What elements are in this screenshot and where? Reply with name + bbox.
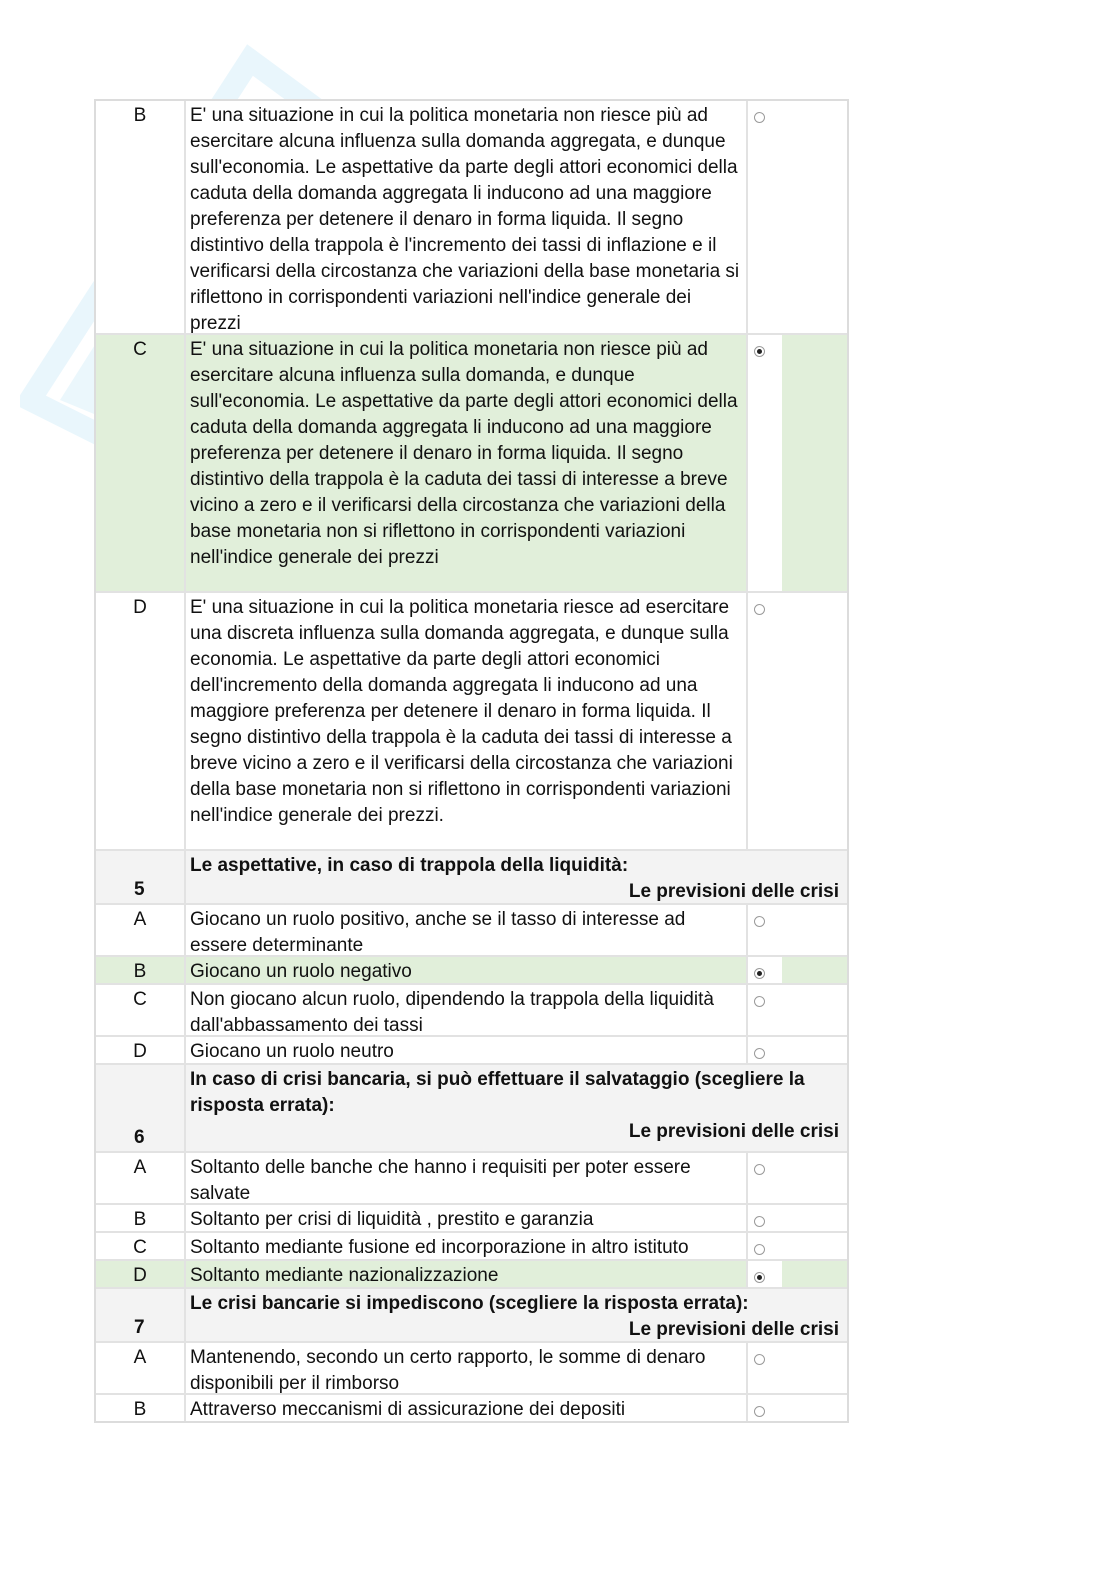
option-row xyxy=(96,591,847,849)
option-radio[interactable] xyxy=(754,916,765,927)
question-number: 6 xyxy=(134,1127,145,1148)
option-radio[interactable] xyxy=(754,1048,765,1059)
option-row xyxy=(96,1393,847,1421)
option-row-selected xyxy=(96,955,847,983)
question-header xyxy=(96,1287,847,1341)
option-row xyxy=(96,1151,847,1203)
option-row-selected xyxy=(96,333,847,591)
option-text: Soltanto mediante nazionalizzazione xyxy=(186,1261,748,1287)
option-letter: C xyxy=(96,985,186,1035)
option-row xyxy=(96,983,847,1035)
option-text: Soltanto delle banche che hanno i requisiti per poter essere salvate xyxy=(186,1153,748,1203)
question-text: Le crisi bancarie si impediscono (scegliere la risposta errata): xyxy=(190,1293,749,1314)
option-text: Giocano un ruolo positivo, anche se il tasso di interesse ad essere determinante xyxy=(186,905,748,955)
option-text: E' una situazione in cui la politica monetaria non riesce più ad esercitare alcuna influenza sulla domanda aggregata, e dunque sull'economia. Le aspettative da parte degli attori economici della caduta della domanda aggregata li inducono ad una maggiore preferenza per detenere il denaro in forma liquida. Il segno distintivo della trappola è l'incremento dei tassi di inflazione e il verificarsi della circostanza che variazioni della base monetaria si riflettono in corrispondenti variazioni nell'indice generale dei prezzi xyxy=(186,101,748,333)
option-radio[interactable] xyxy=(754,996,765,1007)
question-topic: Le previsioni delle crisi xyxy=(628,1121,839,1142)
option-letter: D xyxy=(96,593,186,849)
option-radio[interactable] xyxy=(754,112,765,123)
option-row-selected xyxy=(96,1259,847,1287)
option-letter: C xyxy=(96,335,186,591)
option-letter: B xyxy=(96,1205,186,1231)
option-text: Soltanto mediante fusione ed incorporazione in altro istituto xyxy=(186,1233,748,1259)
option-radio[interactable] xyxy=(754,604,765,615)
question-header xyxy=(96,849,847,903)
option-radio[interactable] xyxy=(754,1244,765,1255)
question-header xyxy=(96,1063,847,1151)
option-letter: A xyxy=(96,1343,186,1393)
option-text: Giocano un ruolo negativo xyxy=(186,957,748,983)
option-text: Mantenendo, secondo un certo rapporto, le somme di denaro disponibili per il rimborso xyxy=(186,1343,748,1393)
option-radio[interactable] xyxy=(754,1164,765,1175)
option-letter: D xyxy=(96,1037,186,1063)
question-number: 5 xyxy=(134,879,145,900)
option-letter: B xyxy=(96,957,186,983)
option-text: Soltanto per crisi di liquidità , prestito e garanzia xyxy=(186,1205,748,1231)
option-radio-checked[interactable] xyxy=(754,968,765,979)
question-text: Le aspettative, in caso di trappola della liquidità: xyxy=(190,855,629,876)
option-radio-checked[interactable] xyxy=(754,346,765,357)
option-text: Giocano un ruolo neutro xyxy=(186,1037,748,1063)
option-text: Attraverso meccanismi di assicurazione dei depositi xyxy=(186,1395,748,1421)
option-letter: A xyxy=(96,1153,186,1203)
option-radio[interactable] xyxy=(754,1216,765,1227)
option-row xyxy=(96,1341,847,1393)
question-number: 7 xyxy=(134,1317,145,1338)
option-radio[interactable] xyxy=(754,1354,765,1365)
option-row xyxy=(96,1203,847,1231)
option-letter: C xyxy=(96,1233,186,1259)
option-row xyxy=(96,101,847,333)
option-letter: B xyxy=(96,1395,186,1421)
option-text: E' una situazione in cui la politica monetaria riesce ad esercitare una discreta influenza sulla domanda aggregata, e dunque sulla economia. Le aspettative da parte degli attori economici dell'incremento della domanda aggregata li inducono ad una maggiore preferenza per detenere il denaro in forma liquida. Il segno distintivo della trappola è la caduta dei tassi di interesse a breve vicino a zero e il verificarsi della circostanza che variazioni della base monetaria non si riflettono in corrispondenti variazioni nell'indice generale dei prezzi. xyxy=(186,593,748,849)
option-letter: B xyxy=(96,101,186,333)
option-radio-checked[interactable] xyxy=(754,1272,765,1283)
option-text: E' una situazione in cui la politica monetaria non riesce più ad esercitare alcuna influenza sulla domanda, e dunque sull'economia. Le aspettative da parte degli attori economici della caduta della domanda aggregata li inducono ad una maggiore preferenza per detenere il denaro in forma liquida. Il segno distintivo della trappola è la caduta dei tassi di interesse a breve vicino a zero e il verificarsi della circostanza che variazioni della base monetaria non si riflettono in corrispondenti variazioni nell'indice generale dei prezzi xyxy=(186,335,748,591)
option-radio[interactable] xyxy=(754,1406,765,1417)
option-letter: D xyxy=(96,1261,186,1287)
option-row xyxy=(96,903,847,955)
option-row xyxy=(96,1231,847,1259)
question-topic: Le previsioni delle crisi xyxy=(628,881,839,902)
question-topic: Le previsioni delle crisi xyxy=(628,1319,839,1340)
option-letter: A xyxy=(96,905,186,955)
question-text: In caso di crisi bancaria, si può effettuare il salvataggio (scegliere la risposta errata): xyxy=(190,1069,805,1116)
option-text: Non giocano alcun ruolo, dipendendo la trappola della liquidità dall'abbassamento dei tassi xyxy=(186,985,748,1035)
option-row xyxy=(96,1035,847,1063)
quiz-table xyxy=(94,99,849,1423)
